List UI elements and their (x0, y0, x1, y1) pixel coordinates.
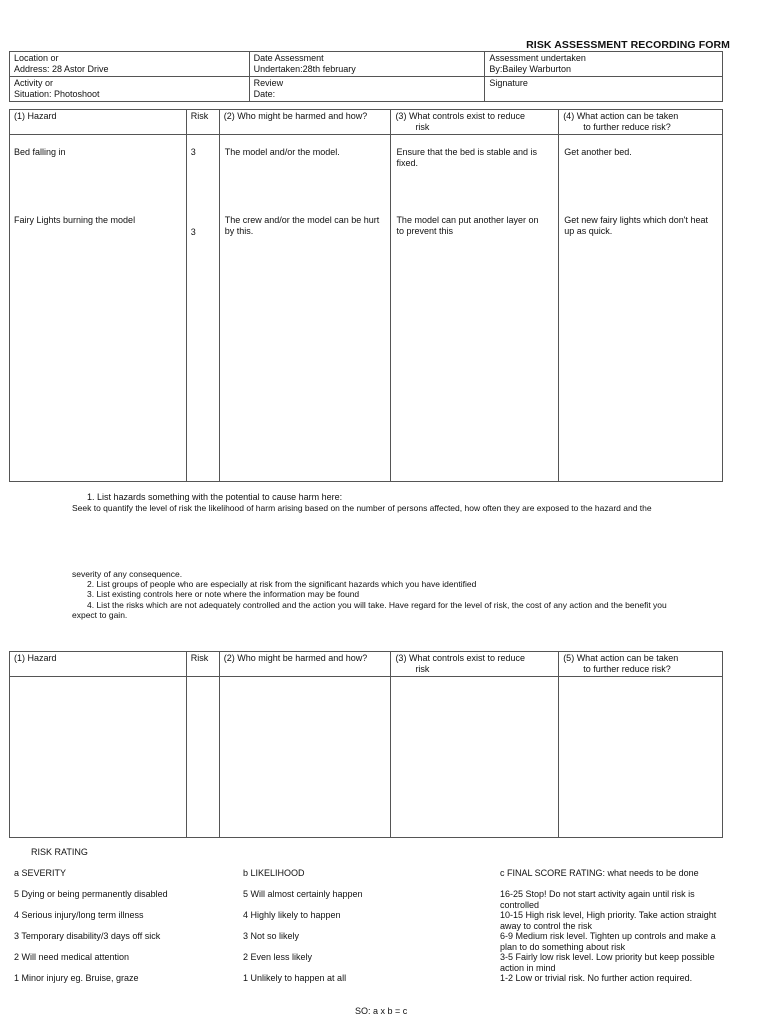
note-2: 2. List groups of people who are especially at risk from the significant hazards which you have identified (87, 579, 477, 589)
controls-header-line2: risk (415, 664, 430, 674)
hazard-header (10, 110, 187, 135)
form-title: RISK ASSESSMENT RECORDING FORM (526, 39, 730, 51)
hazard-cell-1: Bed falling in (14, 147, 66, 157)
controls-column (391, 135, 559, 482)
severity-item-2: 2 Will need medical attention (14, 952, 130, 962)
undertaken-value: Undertaken:28th february (253, 64, 356, 74)
likelihood-item-2: 2 Even less likely (243, 952, 313, 962)
date-assessment-label: Date Assessment (253, 53, 324, 63)
who-column-empty (219, 677, 391, 838)
likelihood-item-4: 4 Highly likely to happen (243, 910, 341, 920)
action-cell-1: Get another bed. (564, 147, 632, 157)
controls-header (391, 652, 559, 677)
action-header-line2: to further reduce risk? (583, 122, 671, 132)
assessment-undertaken-label: Assessment undertaken (489, 53, 586, 63)
action-column-empty (559, 677, 723, 838)
risk-cell-2: 3 (190, 227, 196, 237)
risk-rating-title: RISK RATING (31, 847, 88, 857)
risk-header (186, 110, 219, 135)
note-4-end: expect to gain. (72, 610, 128, 620)
activity-cell (10, 77, 250, 102)
severity-item-3: 3 Temporary disability/3 days off sick (14, 931, 161, 941)
signature-label: Signature (489, 78, 528, 88)
controls-header (391, 110, 559, 135)
action-header (559, 652, 723, 677)
action-header (559, 110, 723, 135)
controls-cell-2: The model can put another layer on to prevent this (396, 215, 539, 236)
final-score-heading: c FINAL SCORE RATING: what needs to be done (500, 868, 699, 878)
risk-header (186, 652, 219, 677)
assessment-info-table (9, 51, 723, 102)
review-cell (249, 77, 485, 102)
likelihood-item-5: 5 Will almost certainly happen (243, 889, 363, 899)
hazard-table-1 (9, 109, 723, 482)
controls-cell-1: Ensure that the bed is stable and is fixed. (396, 147, 538, 168)
controls-header-line1: (3) What controls exist to reduce (395, 111, 525, 121)
situation-value: Situation: Photoshoot (14, 89, 100, 99)
hazard-column (10, 135, 187, 482)
who-cell-1: The model and/or the model. (224, 147, 340, 157)
date-assessment-cell (249, 52, 485, 77)
final-score-1-2: 1-2 Low or trivial risk. No further action required. (500, 973, 693, 983)
final-score-10-15: 10-15 High risk level, High priority. Take action straight away to control the risk (500, 910, 717, 931)
who-header (219, 110, 391, 135)
risk-formula: SO: a x b = c (355, 1006, 408, 1016)
hazard-table-2 (9, 651, 723, 838)
severity-item-4: 4 Serious injury/long term illness (14, 910, 144, 920)
risk-column (186, 135, 219, 482)
controls-header-line1: (3) What controls exist to reduce (395, 653, 525, 663)
who-cell-2: The crew and/or the model can be hurt by this. (224, 215, 380, 236)
hazard-column-empty (10, 677, 187, 838)
assessor-cell (485, 52, 723, 77)
action-cell-2: Get new fairy lights which don't heat up as quick. (564, 215, 708, 236)
who-header-label: (2) Who might be harmed and how? (223, 653, 368, 663)
likelihood-item-3: 3 Not so likely (243, 931, 300, 941)
likelihood-item-1: 1 Unlikely to happen at all (243, 973, 347, 983)
risk-column-empty (186, 677, 219, 838)
activity-label: Activity or (14, 78, 54, 88)
severity-item-1: 1 Minor injury eg. Bruise, graze (14, 973, 139, 983)
hazard-header (10, 652, 187, 677)
severity-heading: a SEVERITY (14, 868, 67, 878)
risk-header-label: Risk (190, 653, 209, 663)
action-header-line1: (4) What action can be taken (563, 111, 679, 121)
risk-cell-1: 3 (190, 147, 196, 157)
final-score-16-25: 16-25 Stop! Do not start activity again until risk is controlled (500, 889, 695, 910)
note-4: 4. List the risks which are not adequately controlled and the action you will take. Have regard for the level of risk, the cost of any action and the benefit you (87, 600, 667, 610)
review-label: Review (253, 78, 284, 88)
controls-header-line2: risk (415, 122, 430, 132)
likelihood-heading: b LIKELIHOOD (243, 868, 305, 878)
note-1-severity: severity of any consequence. (72, 569, 183, 579)
hazard-header-label: (1) Hazard (14, 653, 57, 663)
note-1-detail: Seek to quantify the level of risk the likelihood of harm arising based on the number of persons affected, how often they are exposed to the hazard and the (72, 503, 652, 513)
action-column (559, 135, 723, 482)
assessor-name: By:Bailey Warburton (489, 64, 572, 74)
final-score-3-5: 3-5 Fairly low risk level. Low priority but keep possible action in mind (500, 952, 715, 973)
risk-header-label: Risk (190, 111, 209, 121)
address-value: Address: 28 Astor Drive (14, 64, 109, 74)
hazard-cell-2: Fairy Lights burning the model (14, 215, 136, 225)
severity-item-5: 5 Dying or being permanently disabled (14, 889, 168, 899)
location-cell (10, 52, 250, 77)
controls-column-empty (391, 677, 559, 838)
who-header (219, 652, 391, 677)
who-header-label: (2) Who might be harmed and how? (223, 111, 368, 121)
note-1: 1. List hazards something with the potential to cause harm here: (87, 492, 343, 502)
action-header-line1: (5) What action can be taken (563, 653, 679, 663)
signature-cell (485, 77, 723, 102)
review-date-label: Date: (253, 89, 276, 99)
who-column (219, 135, 391, 482)
location-label: Location or (14, 53, 59, 63)
final-score-6-9: 6-9 Medium risk level. Tighten up controls and make a plan to do something about risk (500, 931, 716, 952)
note-3: 3. List existing controls here or note where the information may be found (87, 589, 360, 599)
hazard-header-label: (1) Hazard (14, 111, 57, 121)
action-header-line2: to further reduce risk? (583, 664, 671, 674)
